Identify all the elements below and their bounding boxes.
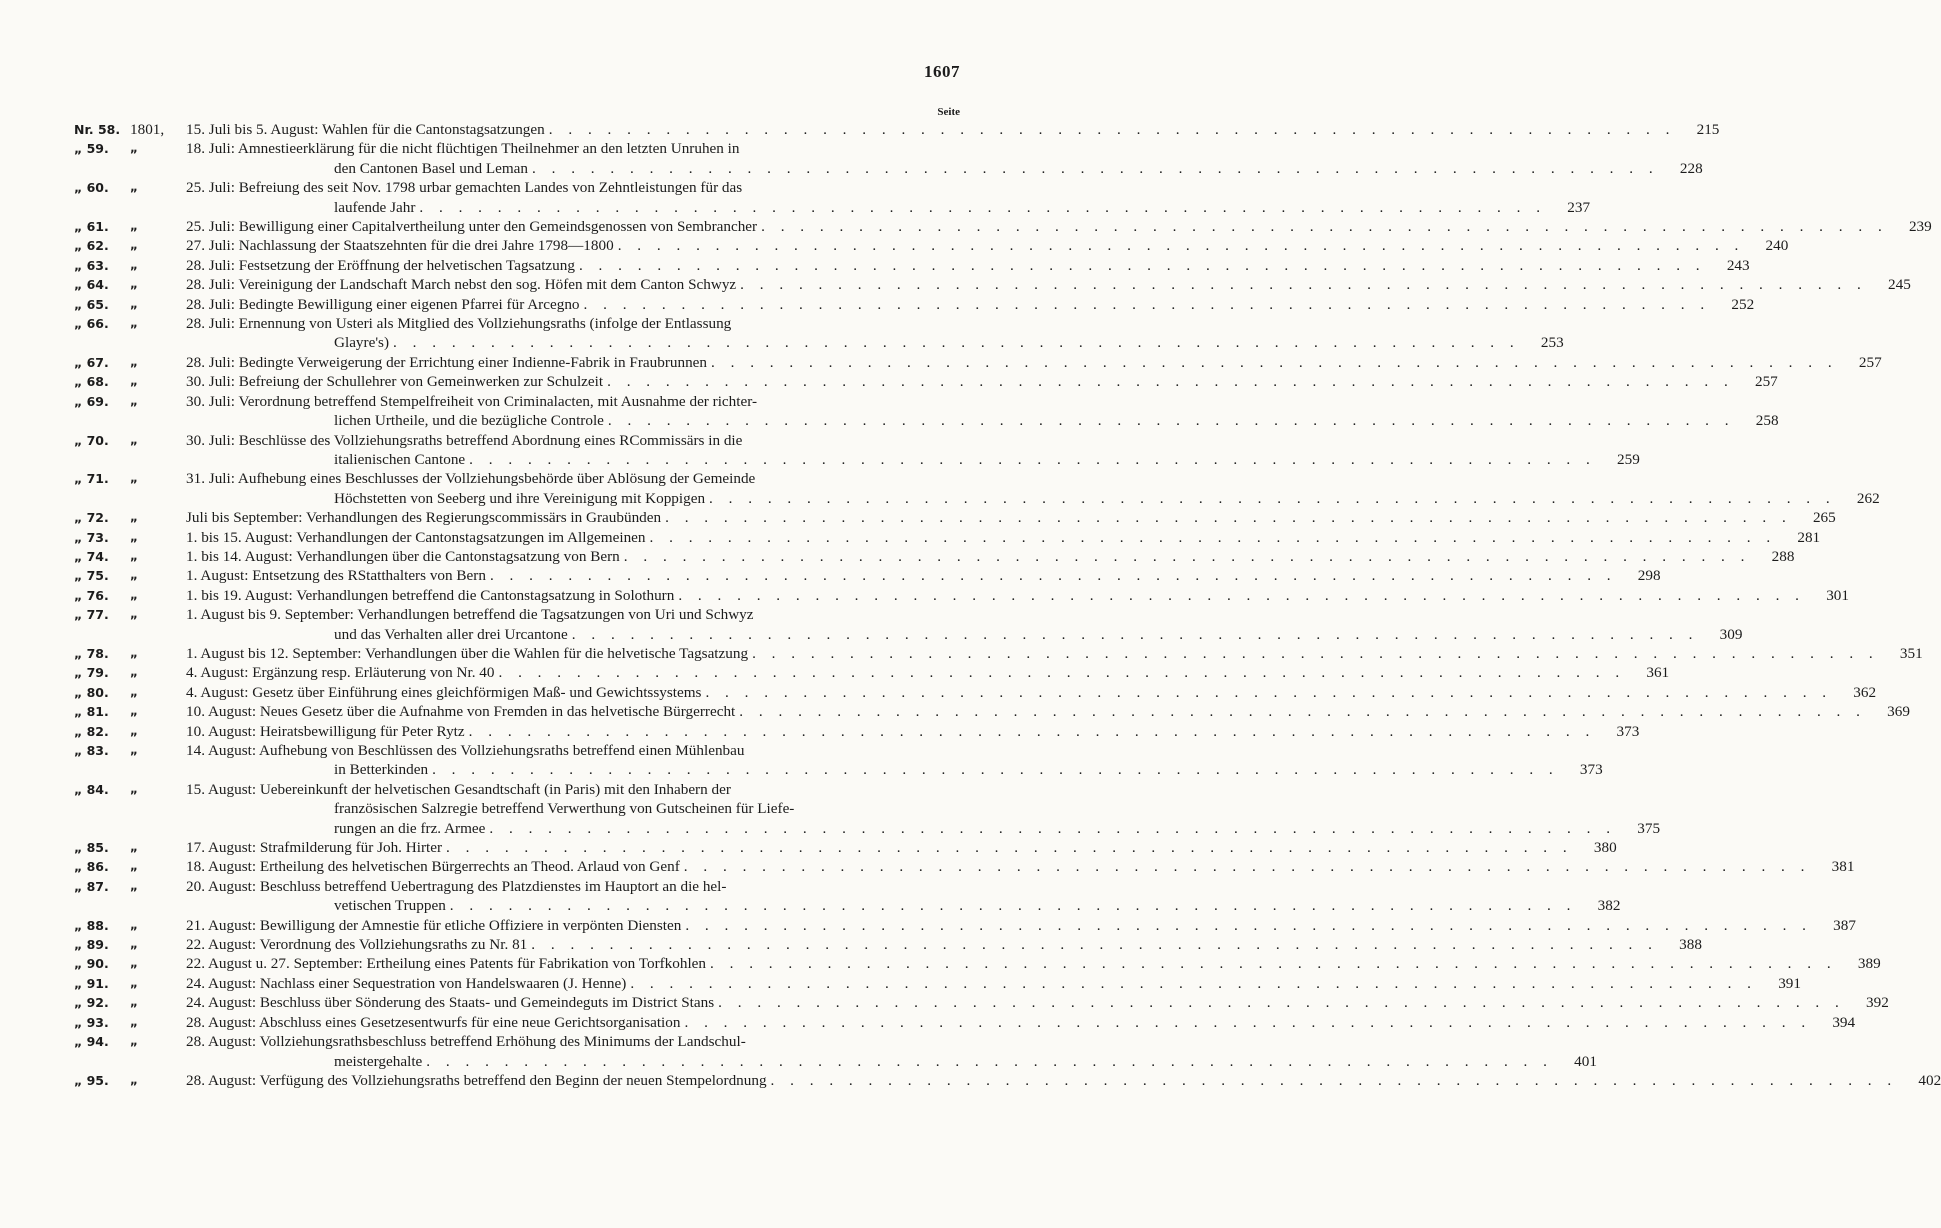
entry-number: „ 86. bbox=[74, 859, 109, 875]
toc-entry bbox=[74, 178, 1591, 217]
toc-entry bbox=[74, 722, 1640, 741]
toc-entry bbox=[74, 644, 1923, 663]
dot-leaders: . . . . . . . . . . . . . . . . . . . . . . . . . . . . . . . . . . . . . . . . . . . . . . . . . . . . . . . . . . bbox=[770, 1071, 1898, 1089]
entry-year: „ bbox=[130, 878, 138, 893]
toc-entry bbox=[74, 256, 1750, 275]
dot-leaders: . . . . . . . . . . . . . . . . . . . . . . . . . . . . . . . . . . . . . . . . . . . . . . . . . . . . . . . . . . bbox=[649, 528, 1777, 546]
entry-year: „ bbox=[130, 529, 138, 544]
entry-number: „ 89. bbox=[74, 937, 109, 953]
entry-number: „ 93. bbox=[74, 1014, 109, 1030]
entry-number: „ 63. bbox=[74, 257, 109, 273]
dot-leaders: . . . . . . . . . . . . . . . . . . . . . . . . . . . . . . . . . . . . . . . . . . . . . . . . . . . . . . . . . . bbox=[684, 1013, 1812, 1031]
entry-year: „ bbox=[130, 995, 138, 1010]
dot-leaders: . . . . . . . . . . . . . . . . . . . . . . . . . . . . . . . . . . . . . . . . . . . . . . . . . . . . . . . . . . bbox=[739, 703, 1866, 721]
toc-entry bbox=[74, 528, 1821, 547]
toc-entry bbox=[74, 1013, 1856, 1032]
entry-year: „ bbox=[130, 374, 138, 389]
entry-title: 28. August: Vollziehungsrathsbeschluss betreffend Erhöhung des Minimums der Landschul- bbox=[186, 1033, 746, 1051]
entry-number: „ 80. bbox=[74, 684, 109, 700]
entry-page: 281 bbox=[1797, 528, 1821, 546]
entry-page: 301 bbox=[1826, 586, 1849, 604]
entry-year: „ bbox=[130, 510, 138, 525]
entry-title: 14. August: Aufhebung von Beschlüssen des Vollziehungsraths betreffend einen Mühlenbau bbox=[186, 742, 745, 759]
entry-year: „ bbox=[130, 1072, 138, 1087]
entry-title: Höchstetten von Seeberg und ihre Vereinigung mit Koppigen bbox=[334, 489, 706, 507]
toc-entry bbox=[74, 954, 1881, 973]
entry-year: „ bbox=[130, 587, 138, 602]
dot-leaders: . . . . . . . . . . . . . . . . . . . . . . . . . . . . . . . . . . . . . . . . . . . . . . . . . . . . . . . . . . bbox=[705, 683, 1833, 701]
dot-leaders: . . . . . . . . . . . . . . . . . . . . . . . . . . . . . . . . . . . . . . . . . . . . . . . . . . . . . . . . . . bbox=[426, 1052, 1553, 1070]
entry-title: 1. August bis 9. September: Verhandlungen betreffend die Tagsatzungen von Uri und Schwyz bbox=[186, 606, 754, 624]
entry-year: „ bbox=[130, 219, 138, 234]
entry-title: 20. August: Beschluss betreffend Uebertragung des Platzdienstes im Hauptort an die hel- bbox=[186, 877, 727, 895]
entry-title: 10. August: Heiratsbewilligung für Peter Rytz bbox=[186, 722, 465, 740]
entry-title: 30. Juli: Beschlüsse des Vollziehungsraths betreffend Abordnung eines RCommissärs in die bbox=[186, 431, 743, 449]
toc-entry bbox=[74, 314, 1564, 353]
toc-entry bbox=[74, 683, 1877, 702]
toc-entry bbox=[74, 1032, 1597, 1071]
toc-entry bbox=[74, 1071, 1941, 1090]
entry-year: „ bbox=[130, 1034, 138, 1049]
entry-number: „ 68. bbox=[74, 374, 109, 390]
toc-entry bbox=[74, 217, 1932, 236]
entry-title: 10. August: Neues Gesetz über die Aufnahme von Fremden in das helvetische Bürgerrecht bbox=[186, 703, 736, 721]
entry-title: 22. August u. 27. September: Ertheilung eines Patents für Fabrikation von Torfkohlen bbox=[186, 955, 707, 973]
entry-page: 401 bbox=[1574, 1052, 1597, 1070]
entry-number: „ 85. bbox=[74, 840, 109, 856]
entry-year: „ bbox=[130, 277, 138, 292]
toc-entry bbox=[74, 974, 1801, 993]
dot-leaders: . . . . . . . . . . . . . . . . . . . . . . . . . . . . . . . . . . . . . . . . . . . . . . . . . . . . . . . . . . bbox=[665, 509, 1792, 527]
toc-entry bbox=[74, 780, 1661, 838]
dot-leaders: . . . . . . . . . . . . . . . . . . . . . . . . . . . . . . . . . . . . . . . . . . . . . . . . . . . . . . . . . . bbox=[578, 256, 1706, 274]
dot-leaders: . . . . . . . . . . . . . . . . . . . . . . . . . . . . . . . . . . . . . . . . . . . . . . . . . . . . . . . . . . bbox=[571, 625, 1699, 643]
dot-leaders: . . . . . . . . . . . . . . . . . . . . . . . . . . . . . . . . . . . . . . . . . . . . . . . . . . . . . . . . . . bbox=[740, 276, 1867, 294]
toc-entry bbox=[74, 566, 1661, 585]
toc-entry bbox=[74, 741, 1603, 780]
entry-title: 27. Juli: Nachlassung der Staatszehnten für die drei Jahre 1798—1800 bbox=[186, 237, 614, 255]
entry-year: „ bbox=[130, 665, 138, 680]
toc-entry bbox=[74, 935, 1702, 954]
toc-entry bbox=[74, 392, 1779, 431]
entry-title: 25. Juli: Bewilligung einer Capitalvertheilung unter den Gemeindsgenossen von Sembrancher bbox=[186, 218, 758, 236]
entry-year: „ bbox=[130, 840, 138, 855]
entry-page: 239 bbox=[1908, 218, 1932, 236]
entry-number: „ 78. bbox=[74, 645, 109, 661]
entry-title: 15. Juli bis 5. August: Wahlen für die Cantonstagsatzungen bbox=[186, 121, 545, 138]
entry-number: „ 92. bbox=[74, 995, 109, 1011]
entry-number: „ 87. bbox=[74, 878, 109, 894]
entry-number: „ 65. bbox=[74, 296, 109, 312]
entry-number: „ 74. bbox=[74, 548, 109, 564]
entry-number: „ 90. bbox=[74, 956, 109, 972]
entry-page: 388 bbox=[1679, 936, 1702, 954]
entry-title: 1. August bis 12. September: Verhandlungen über die Wahlen für die helvetische Tagsatzung bbox=[186, 644, 749, 662]
entry-year: „ bbox=[130, 937, 138, 952]
dot-leaders: . . . . . . . . . . . . . . . . . . . . . . . . . . . . . . . . . . . . . . . . . . . . . . . . . . . . . . . . . . bbox=[489, 567, 1617, 585]
entry-number: „ 60. bbox=[74, 180, 109, 196]
entry-number: „ 72. bbox=[74, 510, 109, 526]
entry-year: „ bbox=[130, 859, 138, 874]
dot-leaders: . . . . . . . . . . . . . . . . . . . . . . . . . . . . . . . . . . . . . . . . . . . . . . . . . . . . . . . . . . bbox=[548, 121, 1676, 138]
entry-page: 288 bbox=[1771, 547, 1795, 565]
entry-title: den Cantonen Basel und Leman bbox=[334, 159, 529, 177]
entry-title: 30. Juli: Befreiung der Schullehrer von Gemeinwerken zur Schulzeit bbox=[186, 373, 604, 391]
dot-leaders: . . . . . . . . . . . . . . . . . . . . . . . . . . . . . . . . . . . . . . . . . . . . . . . . . . . . . . . . . . bbox=[468, 722, 1596, 740]
entry-year: „ bbox=[130, 1014, 138, 1029]
entry-number: „ 91. bbox=[74, 975, 109, 991]
toc-entry bbox=[74, 139, 1703, 178]
toc-entry bbox=[74, 431, 1640, 470]
dot-leaders: . . . . . . . . . . . . . . . . . . . . . . . . . . . . . . . . . . . . . . . . . . . . . . . . . . . . . . . . . . bbox=[683, 858, 1811, 876]
entry-year: „ bbox=[130, 432, 138, 447]
entry-number: „ 76. bbox=[74, 587, 109, 603]
entry-title: italienischen Cantone bbox=[334, 450, 466, 468]
entry-year: „ bbox=[130, 568, 138, 583]
entry-page: 228 bbox=[1679, 159, 1703, 177]
entry-year: „ bbox=[130, 781, 138, 796]
dot-leaders: . . . . . . . . . . . . . . . . . . . . . . . . . . . . . . . . . . . . . . . . . . . . . . . . . . . . . . . . . . bbox=[623, 547, 1751, 565]
entry-number: „ 67. bbox=[74, 354, 109, 370]
entry-title: 4. August: Gesetz über Einführung eines gleichförmigen Maß- und Gewichtssystems bbox=[186, 683, 702, 701]
dot-leaders: . . . . . . . . . . . . . . . . . . . . . . . . . . . . . . . . . . . . . . . . . . . . . . . . . . . . . . . . . . bbox=[432, 761, 1559, 779]
toc-entry bbox=[74, 702, 1910, 721]
entry-page: 392 bbox=[1866, 994, 1889, 1012]
dot-leaders: . . . . . . . . . . . . . . . . . . . . . . . . . . . . . . . . . . . . . . . . . . . . . . . . . . . . . . . . . . bbox=[711, 353, 1838, 371]
entry-title: Glayre's) bbox=[334, 334, 390, 352]
entry-title: laufende Jahr bbox=[334, 198, 416, 216]
entry-year: „ bbox=[130, 393, 138, 408]
entry-page: 298 bbox=[1637, 567, 1661, 585]
entry-number: „ 82. bbox=[74, 723, 109, 739]
entry-year: „ bbox=[130, 471, 138, 486]
dot-leaders: . . . . . . . . . . . . . . . . . . . . . . . . . . . . . . . . . . . . . . . . . . . . . . . . . . . . . . . . . . bbox=[583, 295, 1711, 313]
toc-entry bbox=[74, 236, 1789, 255]
entry-title: 24. August: Nachlass einer Sequestration von Handelswaaren (J. Henne) bbox=[186, 974, 627, 992]
entry-page: 387 bbox=[1833, 916, 1856, 934]
dot-leaders: . . . . . . . . . . . . . . . . . . . . . . . . . . . . . . . . . . . . . . . . . . . . . . . . . . . . . . . . . . bbox=[607, 412, 1735, 430]
toc-entry bbox=[74, 295, 1755, 314]
dot-leaders: . . . . . . . . . . . . . . . . . . . . . . . . . . . . . . . . . . . . . . . . . . . . . . . . . . . . . . . . . . bbox=[446, 839, 1573, 857]
entry-page: 309 bbox=[1719, 625, 1743, 643]
entry-title: 31. Juli: Aufhebung eines Beschlusses der Vollziehungsbehörde über Ablösung der Gemeinde bbox=[186, 470, 756, 488]
toc-entry bbox=[74, 586, 1849, 605]
entry-page: 243 bbox=[1726, 256, 1750, 274]
entry-number: „ 79. bbox=[74, 665, 109, 681]
entry-page: 402 bbox=[1918, 1071, 1941, 1089]
toc-entry bbox=[74, 120, 1720, 139]
toc-entry bbox=[74, 857, 1855, 876]
entry-page: 389 bbox=[1857, 955, 1881, 973]
toc-entry bbox=[74, 508, 1836, 527]
entry-page: 373 bbox=[1579, 761, 1603, 779]
entry-title: meistergehalte bbox=[334, 1052, 423, 1070]
toc-entry bbox=[74, 605, 1743, 644]
dot-leaders: . . . . . . . . . . . . . . . . . . . . . . . . . . . . . . . . . . . . . . . . . . . . . . . . . . . . . . . . . . bbox=[419, 198, 1547, 216]
toc-entry bbox=[74, 838, 1617, 857]
entry-title: und das Verhalten aller drei Urcantone bbox=[334, 625, 568, 643]
dot-leaders: . . . . . . . . . . . . . . . . . . . . . . . . . . . . . . . . . . . . . . . . . . . . . . . . . . . . . . . . . . bbox=[449, 897, 1577, 915]
entry-year: „ bbox=[130, 257, 138, 272]
entry-page: 351 bbox=[1899, 644, 1923, 662]
entry-number: „ 59. bbox=[74, 141, 109, 157]
entry-year: „ bbox=[130, 704, 138, 719]
entry-number: „ 84. bbox=[74, 781, 109, 797]
entry-title: französischen Salzregie betreffend Verwerthung von Gutscheinen für Liefe- bbox=[334, 800, 795, 818]
dot-leaders: . . . . . . . . . . . . . . . . . . . . . . . . . . . . . . . . . . . . . . . . . . . . . . . . . . . . . . . . . . bbox=[469, 450, 1596, 468]
entry-number: „ 81. bbox=[74, 704, 109, 720]
entry-number: Nr. 58. bbox=[74, 122, 121, 137]
entry-page: 215 bbox=[1696, 121, 1720, 138]
entry-year: „ bbox=[130, 684, 138, 699]
entry-title: 18. Juli: Amnestieerklärung für die nicht flüchtigen Theilnehmer an den letzten Unruhen in bbox=[186, 140, 740, 158]
dot-leaders: . . . . . . . . . . . . . . . . . . . . . . . . . . . . . . . . . . . . . . . . . . . . . . . . . . . . . . . . . . bbox=[718, 994, 1845, 1012]
toc-entry bbox=[74, 353, 1882, 372]
dot-leaders: . . . . . . . . . . . . . . . . . . . . . . . . . . . . . . . . . . . . . . . . . . . . . . . . . . . . . . . . . . bbox=[532, 159, 1659, 177]
entry-title: 1. August: Entsetzung des RStatthalters von Bern bbox=[186, 567, 486, 585]
entry-year: „ bbox=[130, 316, 138, 331]
entry-page: 257 bbox=[1754, 373, 1778, 391]
entry-number: „ 69. bbox=[74, 393, 109, 409]
entry-number: „ 73. bbox=[74, 529, 109, 545]
entry-number: „ 71. bbox=[74, 471, 109, 487]
entry-title: 21. August: Bewilligung der Amnestie für etliche Offiziere in verpönten Diensten bbox=[186, 916, 682, 934]
dot-leaders: . . . . . . . . . . . . . . . . . . . . . . . . . . . . . . . . . . . . . . . . . . . . . . . . . . . . . . . . . . bbox=[630, 974, 1757, 992]
entry-year: „ bbox=[130, 296, 138, 311]
toc-entry bbox=[74, 993, 1889, 1012]
dot-leaders: . . . . . . . . . . . . . . . . . . . . . . . . . . . . . . . . . . . . . . . . . . . . . . . . . . . . . . . . . . bbox=[709, 489, 1836, 507]
entry-year: „ bbox=[130, 956, 138, 971]
entry-title: 30. Juli: Verordnung betreffend Stempelfreiheit von Criminalacten, mit Ausnahme der richter- bbox=[186, 392, 758, 410]
entry-page: 259 bbox=[1617, 450, 1640, 468]
entry-page: 381 bbox=[1831, 858, 1855, 876]
dot-leaders: . . . . . . . . . . . . . . . . . . . . . . . . . . . . . . . . . . . . . . . . . . . . . . . . . . . . . . . . . . bbox=[752, 644, 1879, 662]
entry-page: 394 bbox=[1832, 1013, 1856, 1031]
entry-page: 258 bbox=[1755, 412, 1779, 430]
entry-title: vetischen Truppen bbox=[334, 897, 446, 915]
entry-title: 1. bis 19. August: Verhandlungen betreffend die Cantonstagsatzung in Solothurn bbox=[186, 586, 675, 604]
entry-year: „ bbox=[130, 975, 138, 990]
toc-entry bbox=[74, 916, 1856, 935]
entry-year: „ bbox=[130, 917, 138, 932]
entry-page: 375 bbox=[1637, 819, 1661, 837]
table-of-contents bbox=[74, 120, 1941, 1090]
entry-number: „ 66. bbox=[74, 316, 109, 332]
entry-year: „ bbox=[130, 354, 138, 369]
entry-title: in Betterkinden bbox=[334, 761, 429, 779]
entry-page: 380 bbox=[1593, 839, 1617, 857]
entry-title: 1. bis 15. August: Verhandlungen der Cantonstagsatzungen im Allgemeinen bbox=[186, 528, 646, 546]
entry-title: 24. August: Beschluss über Sönderung des Staats- und Gemeindeguts im District Stans bbox=[186, 994, 715, 1012]
entry-title: 17. August: Strafmilderung für Joh. Hirter bbox=[186, 839, 443, 857]
entry-page: 240 bbox=[1765, 237, 1789, 255]
dot-leaders: . . . . . . . . . . . . . . . . . . . . . . . . . . . . . . . . . . . . . . . . . . . . . . . . . . . . . . . . . . bbox=[393, 334, 1520, 352]
entry-year: „ bbox=[130, 723, 138, 738]
dot-leaders: . . . . . . . . . . . . . . . . . . . . . . . . . . . . . . . . . . . . . . . . . . . . . . . . . . . . . . . . . . bbox=[685, 916, 1812, 934]
toc-entry bbox=[74, 372, 1778, 391]
entry-number: „ 64. bbox=[74, 277, 109, 293]
entry-number: „ 94. bbox=[74, 1034, 109, 1050]
entry-page: 391 bbox=[1778, 974, 1801, 992]
entry-year: „ bbox=[130, 743, 138, 757]
entry-title: 28. August: Abschluss eines Gesetzesentwurfs für eine neue Gerichtsorganisation bbox=[186, 1013, 681, 1031]
dot-leaders: . . . . . . . . . . . . . . . . . . . . . . . . . . . . . . . . . . . . . . . . . . . . . . . . . . . . . . . . . . bbox=[678, 586, 1805, 604]
entry-title: 18. August: Ertheilung des helvetischen Bürgerrechts an Theod. Arlaud von Genf bbox=[186, 858, 680, 876]
entry-title: 1. bis 14. August: Verhandlungen über die Cantonstagsatzung von Bern bbox=[186, 547, 620, 565]
entry-number: „ 77. bbox=[74, 607, 109, 623]
page-number: 1607 bbox=[924, 62, 960, 81]
entry-title: 28. Juli: Vereinigung der Landschaft March nebst den sog. Höfen mit dem Canton Schwyz bbox=[186, 276, 737, 294]
toc-entry bbox=[74, 547, 1795, 566]
dot-leaders: . . . . . . . . . . . . . . . . . . . . . . . . . . . . . . . . . . . . . . . . . . . . . . . . . . . . . . . . . . bbox=[531, 936, 1658, 954]
entry-number: „ 88. bbox=[74, 917, 109, 933]
entry-title: 28. Juli: Ernennung von Usteri als Mitglied des Vollziehungsraths (infolge der Entlassung bbox=[186, 315, 732, 333]
entry-title: 28. August: Verfügung des Vollziehungsraths betreffend den Beginn der neuen Stempelordnung bbox=[186, 1071, 767, 1089]
entry-year: „ bbox=[130, 180, 138, 195]
entry-page: 253 bbox=[1540, 334, 1564, 352]
entry-page: 361 bbox=[1646, 664, 1670, 682]
entry-number: „ 83. bbox=[74, 743, 109, 758]
seite-column-label: Seite bbox=[937, 106, 960, 118]
entry-number: „ 61. bbox=[74, 219, 109, 235]
entry-title: lichen Urtheile, und die bezügliche Controle bbox=[334, 412, 604, 430]
entry-page: 257 bbox=[1858, 353, 1882, 371]
entry-title: 28. Juli: Festsetzung der Eröffnung der helvetischen Tagsatzung bbox=[186, 256, 575, 274]
entry-number: „ 70. bbox=[74, 432, 109, 448]
entry-number: „ 75. bbox=[74, 568, 109, 584]
dot-leaders: . . . . . . . . . . . . . . . . . . . . . . . . . . . . . . . . . . . . . . . . . . . . . . . . . . . . . . . . . . bbox=[489, 819, 1617, 837]
entry-page: 245 bbox=[1888, 276, 1911, 294]
entry-title: Juli bis September: Verhandlungen des Regierungscommissärs in Graubünden bbox=[186, 509, 662, 527]
entry-title: 15. August: Uebereinkunft der helvetischen Gesandtschaft (in Paris) mit den Inhabern der bbox=[186, 780, 731, 798]
entry-page: 237 bbox=[1567, 198, 1591, 216]
toc-entry bbox=[74, 469, 1880, 508]
entry-page: 373 bbox=[1616, 722, 1640, 740]
entry-number: „ 95. bbox=[74, 1072, 109, 1088]
entry-title: 28. Juli: Bedingte Verweigerung der Errichtung einer Indienne-Fabrik in Fraubrunnen bbox=[186, 353, 708, 371]
entry-year: „ bbox=[130, 607, 138, 622]
entry-page: 262 bbox=[1856, 489, 1880, 507]
dot-leaders: . . . . . . . . . . . . . . . . . . . . . . . . . . . . . . . . . . . . . . . . . . . . . . . . . . . . . . . . . . bbox=[498, 664, 1626, 682]
entry-page: 362 bbox=[1853, 683, 1877, 701]
entry-title: 22. August: Verordnung des Vollziehungsraths zu Nr. 81 bbox=[186, 936, 528, 954]
entry-year: „ bbox=[130, 645, 138, 660]
entry-year: „ bbox=[130, 141, 138, 156]
entry-year: „ bbox=[130, 238, 138, 253]
entry-page: 369 bbox=[1887, 703, 1910, 721]
entry-title: 25. Juli: Befreiung des seit Nov. 1798 urbar gemachten Landes von Zehntleistungen für das bbox=[186, 179, 743, 197]
entry-page: 382 bbox=[1597, 897, 1621, 915]
dot-leaders: . . . . . . . . . . . . . . . . . . . . . . . . . . . . . . . . . . . . . . . . . . . . . . . . . . . . . . . . . . bbox=[607, 373, 1734, 391]
entry-year: 1801, bbox=[130, 121, 165, 138]
toc-entry bbox=[74, 663, 1670, 682]
toc-entry bbox=[74, 275, 1911, 294]
entry-year: „ bbox=[130, 548, 138, 563]
entry-number: „ 62. bbox=[74, 238, 109, 254]
dot-leaders: . . . . . . . . . . . . . . . . . . . . . . . . . . . . . . . . . . . . . . . . . . . . . . . . . . . . . . . . . . bbox=[617, 237, 1745, 255]
entry-title: 4. August: Ergänzung resp. Erläuterung von Nr. 40 bbox=[186, 664, 495, 682]
dot-leaders: . . . . . . . . . . . . . . . . . . . . . . . . . . . . . . . . . . . . . . . . . . . . . . . . . . . . . . . . . . bbox=[710, 955, 1837, 973]
entry-page: 252 bbox=[1731, 295, 1755, 313]
entry-title: 28. Juli: Bedingte Bewilligung einer eigenen Pfarrei für Arcegno bbox=[186, 295, 580, 313]
entry-title: rungen an die frz. Armee bbox=[334, 819, 486, 837]
dot-leaders: . . . . . . . . . . . . . . . . . . . . . . . . . . . . . . . . . . . . . . . . . . . . . . . . . . . . . . . . . . bbox=[761, 218, 1888, 236]
entry-page: 265 bbox=[1812, 509, 1836, 527]
toc-entry bbox=[74, 877, 1621, 916]
